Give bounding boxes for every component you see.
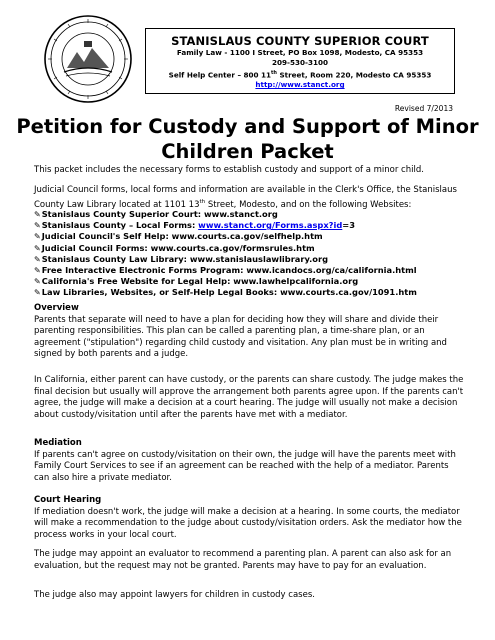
list-item[interactable]: ✎Judicial Council Forms: www.courts.ca.gov/formsrules.htm bbox=[34, 242, 315, 253]
overview-paragraph-1: Parents that separate will need to have a plan for deciding how they will share and divide their parenting responsibilities. This plan can be called a parenting plan, a time-share plan, or an agreement ("stipulation") regarding child custody and visitation. Any plan must be in writing and signed by both parents and a judge. bbox=[34, 314, 447, 359]
list-item[interactable]: ✎Judicial Council's Self Help: www.courts.ca.gov/selfhelp.htm bbox=[34, 231, 323, 242]
court-hearing-section bbox=[34, 495, 464, 541]
court-hearing-paragraph-3: The judge also may appoint lawyers for children in custody cases. bbox=[34, 590, 315, 600]
court-phone: 209-530-3100 bbox=[272, 58, 328, 67]
list-item[interactable]: ✎Stanislaus County Superior Court: www.stanct.org bbox=[34, 209, 278, 219]
pen-icon: ✎ bbox=[34, 221, 41, 231]
overview-heading: Overview bbox=[34, 303, 79, 313]
intro-section bbox=[34, 165, 464, 177]
court-website-link[interactable]: http://www.stanct.org bbox=[255, 80, 345, 90]
list-item[interactable]: ✎California's Free Website for Legal Help: www.lawhelpcalifornia.org bbox=[34, 276, 359, 287]
page-title bbox=[0, 114, 495, 164]
list-item[interactable]: ✎Stanislaus County Law Library: www.stanislauslawlibrary.org bbox=[34, 253, 329, 264]
court-seal-logo bbox=[40, 14, 136, 104]
title-line-1: Petition for Custody and Support of Minor bbox=[16, 115, 479, 138]
self-help-address: Self Help Center – 800 11th Street, Room 220, Modesto CA 95353 bbox=[168, 70, 432, 80]
title-line-2: Children Packet bbox=[161, 140, 334, 163]
pen-icon: ✎ bbox=[34, 266, 41, 276]
revised-date: Revised 7/2013 bbox=[394, 104, 453, 113]
pen-icon: ✎ bbox=[34, 243, 41, 253]
court-hearing-section-3 bbox=[34, 590, 464, 602]
pen-icon: ✎ bbox=[34, 277, 41, 287]
pen-icon: ✎ bbox=[34, 210, 41, 219]
mediation-paragraph: If parents can't agree on custody/visitation on their own, the judge will have the parents meet with Family Court Services to see if an agreement can be reached with the help of a mediator. Parents can also hire a private mediator. bbox=[34, 449, 456, 483]
overview-paragraph-2: In California, either parent can have custody, or the parents can share custody. The judge makes the final decision but usually will approve the arrangement both parents agree upon. If the parents can't agree, the judge will make a decision at a court hearing. The judge will usually not make a decision about custody/visitation until after the parents have met with a mediator. bbox=[34, 375, 464, 420]
pen-icon: ✎ bbox=[34, 288, 41, 298]
list-item[interactable]: ✎Stanislaus County – Local Forms: www.stanct.org/Forms.aspx?id=3 bbox=[34, 220, 356, 231]
family-law-address: Family Law - 1100 I Street, PO Box 1098, Modesto, CA 95353 bbox=[176, 48, 424, 57]
mediation-section bbox=[34, 438, 464, 484]
judicial-text: Judicial Council forms, local forms and information are available in the Clerk's Office, the Stanislaus County Law Library located at 1101 13th Street, Modesto, and on the following Websites: bbox=[34, 185, 457, 210]
court-hearing-heading: Court Hearing bbox=[34, 495, 102, 505]
intro-text: This packet includes the necessary forms to establish custody and support of a minor child. bbox=[34, 165, 424, 175]
website-list bbox=[34, 209, 464, 299]
pen-icon: ✎ bbox=[34, 232, 41, 242]
court-name: STANISLAUS COUNTY SUPERIOR COURT bbox=[171, 34, 429, 48]
mediation-heading: Mediation bbox=[34, 438, 82, 448]
local-forms-link[interactable]: www.stanct.org/Forms.aspx?id bbox=[198, 220, 343, 231]
list-item[interactable]: ✎Free Interactive Electronic Forms Program: www.icandocs.org/ca/california.html bbox=[34, 265, 417, 276]
overview-section-2 bbox=[34, 375, 464, 421]
court-header-box bbox=[145, 28, 455, 94]
pen-icon: ✎ bbox=[34, 254, 41, 264]
list-item[interactable]: ✎Law Libraries, Websites, or Self-Help Legal Books: www.courts.ca.gov/1091.htm bbox=[34, 287, 417, 298]
court-hearing-paragraph-1: If mediation doesn't work, the judge will make a decision at a hearing. In some courts, the mediator will make a recommendation to the judge about custody/visitation orders. Ask the mediator how the process works in your local court. bbox=[34, 506, 462, 540]
court-hearing-paragraph-2: The judge may appoint an evaluator to recommend a parenting plan. A parent can also ask for an evaluation, but the request may not be granted. Parents may have to pay for an evaluation. bbox=[34, 549, 452, 571]
judicial-section bbox=[34, 185, 464, 211]
court-hearing-section-2 bbox=[34, 549, 464, 572]
overview-section bbox=[34, 303, 464, 361]
